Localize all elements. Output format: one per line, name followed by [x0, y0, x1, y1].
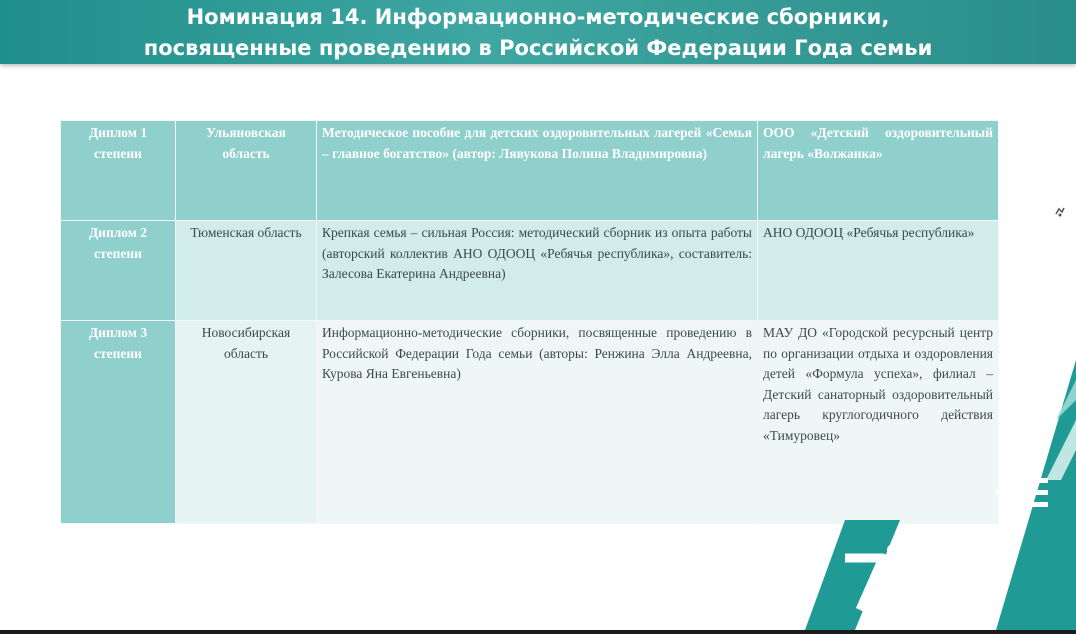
- description-cell: Информационно-методические сборники, посвященные проведению в Российской Федерации Года семьи (авторы: Ренжина Элла Андреевна, Курова Яна Евгеньевна): [317, 321, 758, 524]
- table-row: [61, 221, 999, 321]
- seven-logo-icon: [805, 520, 925, 630]
- diploma-cell: Диплом 1 степени: [61, 121, 176, 221]
- region-cell: Ульяновская область: [176, 121, 317, 221]
- slide-title-line-1: Номинация 14. Информационно-методические сборники,: [186, 5, 890, 29]
- small-mark-icon: [1054, 206, 1066, 218]
- slide-header: [0, 0, 1076, 64]
- organization-cell: АНО ОДООЦ «Ребячья республика»: [758, 221, 999, 321]
- awards-table: [60, 120, 999, 524]
- slide-title-line-2: посвященные проведению в Российской Федерации Года семьи: [143, 36, 933, 60]
- description-cell: Крепкая семья – сильная Россия: методический сборник из опыта работы (авторский коллектив АНО ОДООЦ «Ребячья республика», составитель: Залесова Екатерина Андреевна): [317, 221, 758, 321]
- diagonal-stripes-icon: [986, 360, 1076, 630]
- diploma-cell: Диплом 3 степени: [61, 321, 176, 524]
- table-row: [61, 321, 999, 524]
- region-cell: Тюменская область: [176, 221, 317, 321]
- region-cell: Новосибирская область: [176, 321, 317, 524]
- diploma-cell: Диплом 2 степени: [61, 221, 176, 321]
- organization-cell: МАУ ДО «Городской ресурсный центр по организации отдыха и оздоровления детей «Формула успеха», филиал – Детский санаторный оздоровительный лагерь круглогодичного действия «Тимуровец»: [758, 321, 999, 524]
- organization-cell: ООО «Детский оздоровительный лагерь «Волжанка»: [758, 121, 999, 221]
- description-cell: Методическое пособие для детских оздоровительных лагерей «Семья – главное богатство» (автор: Лявукова Полина Владимировна): [317, 121, 758, 221]
- bottom-bar: [0, 630, 1076, 634]
- table-row: [61, 121, 999, 221]
